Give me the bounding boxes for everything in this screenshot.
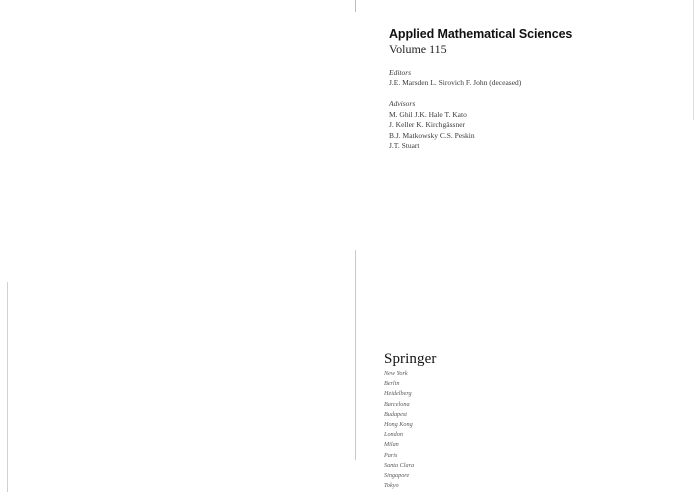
- publisher-name: Springer: [384, 351, 437, 367]
- publisher-city-list: [384, 369, 436, 491]
- right-page: [357, 0, 700, 494]
- city-item: Heidelberg: [384, 390, 412, 398]
- advisors-section: [389, 99, 475, 152]
- advisor-line: J. Keller K. Kirchgässner: [389, 120, 466, 129]
- city-item: Berlin: [384, 380, 400, 388]
- city-item: Milan: [384, 441, 399, 449]
- advisor-line: M. Ghil J.K. Hale T. Kato: [389, 109, 467, 119]
- editors-section: [389, 68, 521, 87]
- city-item: Paris: [384, 451, 398, 459]
- publisher-imprint: [384, 351, 436, 491]
- right-page-edge: [693, 0, 694, 120]
- city-item: New York: [384, 370, 408, 377]
- series-volume: Volume 115: [389, 42, 447, 56]
- city-item: Singapore: [384, 472, 410, 480]
- city-item: Hong Kong: [384, 421, 413, 429]
- series-title: Applied Mathematical Sciences: [389, 27, 573, 41]
- city-item: Barcelona: [384, 400, 410, 408]
- advisor-line: B.J. Matkowsky C.S. Peskin: [389, 130, 475, 140]
- book-gutter: [355, 0, 356, 494]
- editors-heading: Editors: [389, 68, 412, 77]
- city-item: Budapest: [384, 410, 408, 418]
- city-item: Tokyo: [384, 482, 399, 490]
- advisors-heading: Advisors: [389, 99, 416, 108]
- advisor-line: J.T. Stuart: [389, 141, 420, 150]
- left-page-edge: [7, 282, 8, 492]
- city-item: London: [384, 431, 403, 439]
- editors-names: J.E. Marsden L. Sirovich F. John (deceased): [389, 77, 522, 87]
- series-header: [389, 26, 572, 56]
- city-item: Santa Clara: [384, 461, 415, 469]
